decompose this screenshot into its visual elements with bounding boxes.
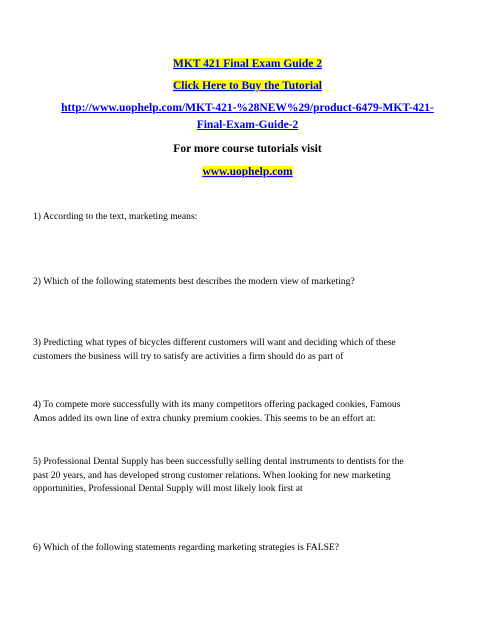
question-5 [33,455,463,496]
question-5-line-2: past 20 years, and has developed strong customer relations. When looking for new marketing [33,469,391,481]
more-tutorials-text: For more course tutorials visit [173,143,322,155]
buy-tutorial[interactable] [0,80,495,92]
buy-tutorial-link[interactable]: Click Here to Buy the Tutorial [173,80,322,92]
question-3 [33,336,463,363]
question-1: 1) According to the text, marketing means: [33,211,198,222]
site-link-row[interactable] [0,166,495,178]
question-4-line-1: 4) To compete more successfully with its many competitors offering packaged cookies, Famous [33,399,401,410]
question-2: 2) Which of the following statements best describes the modern view of marketing? [33,276,355,287]
question-5-line-1: 5) Professional Dental Supply has been successfully selling dental instruments to dentists for the [33,456,404,467]
question-4-line-2: Amos added its own line of extra chunky premium cookies. This seems to be an effort at: [33,412,376,424]
title-link[interactable]: MKT 421 Final Exam Guide 2 [173,58,322,70]
product-url-link-1[interactable]: http://www.uophelp.com/MKT-421-%28NEW%29/product-6479-MKT-421- [61,102,434,114]
question-3-line-2: customers the business will try to satisfy are activities a firm should do as part of [33,350,344,362]
product-url-line1[interactable] [0,102,495,114]
product-url-line2[interactable] [0,119,495,131]
site-link[interactable]: www.uophelp.com [202,166,293,178]
question-5-line-3: opportunities, Professional Dental Supply will most likely look first at [33,483,303,494]
question-4 [33,398,463,425]
question-6: 6) Which of the following statements regarding marketing strategies is FALSE? [33,542,340,553]
doc-title[interactable] [0,58,495,70]
question-3-line-1: 3) Predicting what types of bicycles different customers will want and deciding which of these [33,337,396,348]
product-url-link-2[interactable]: Final-Exam-Guide-2 [196,119,299,131]
